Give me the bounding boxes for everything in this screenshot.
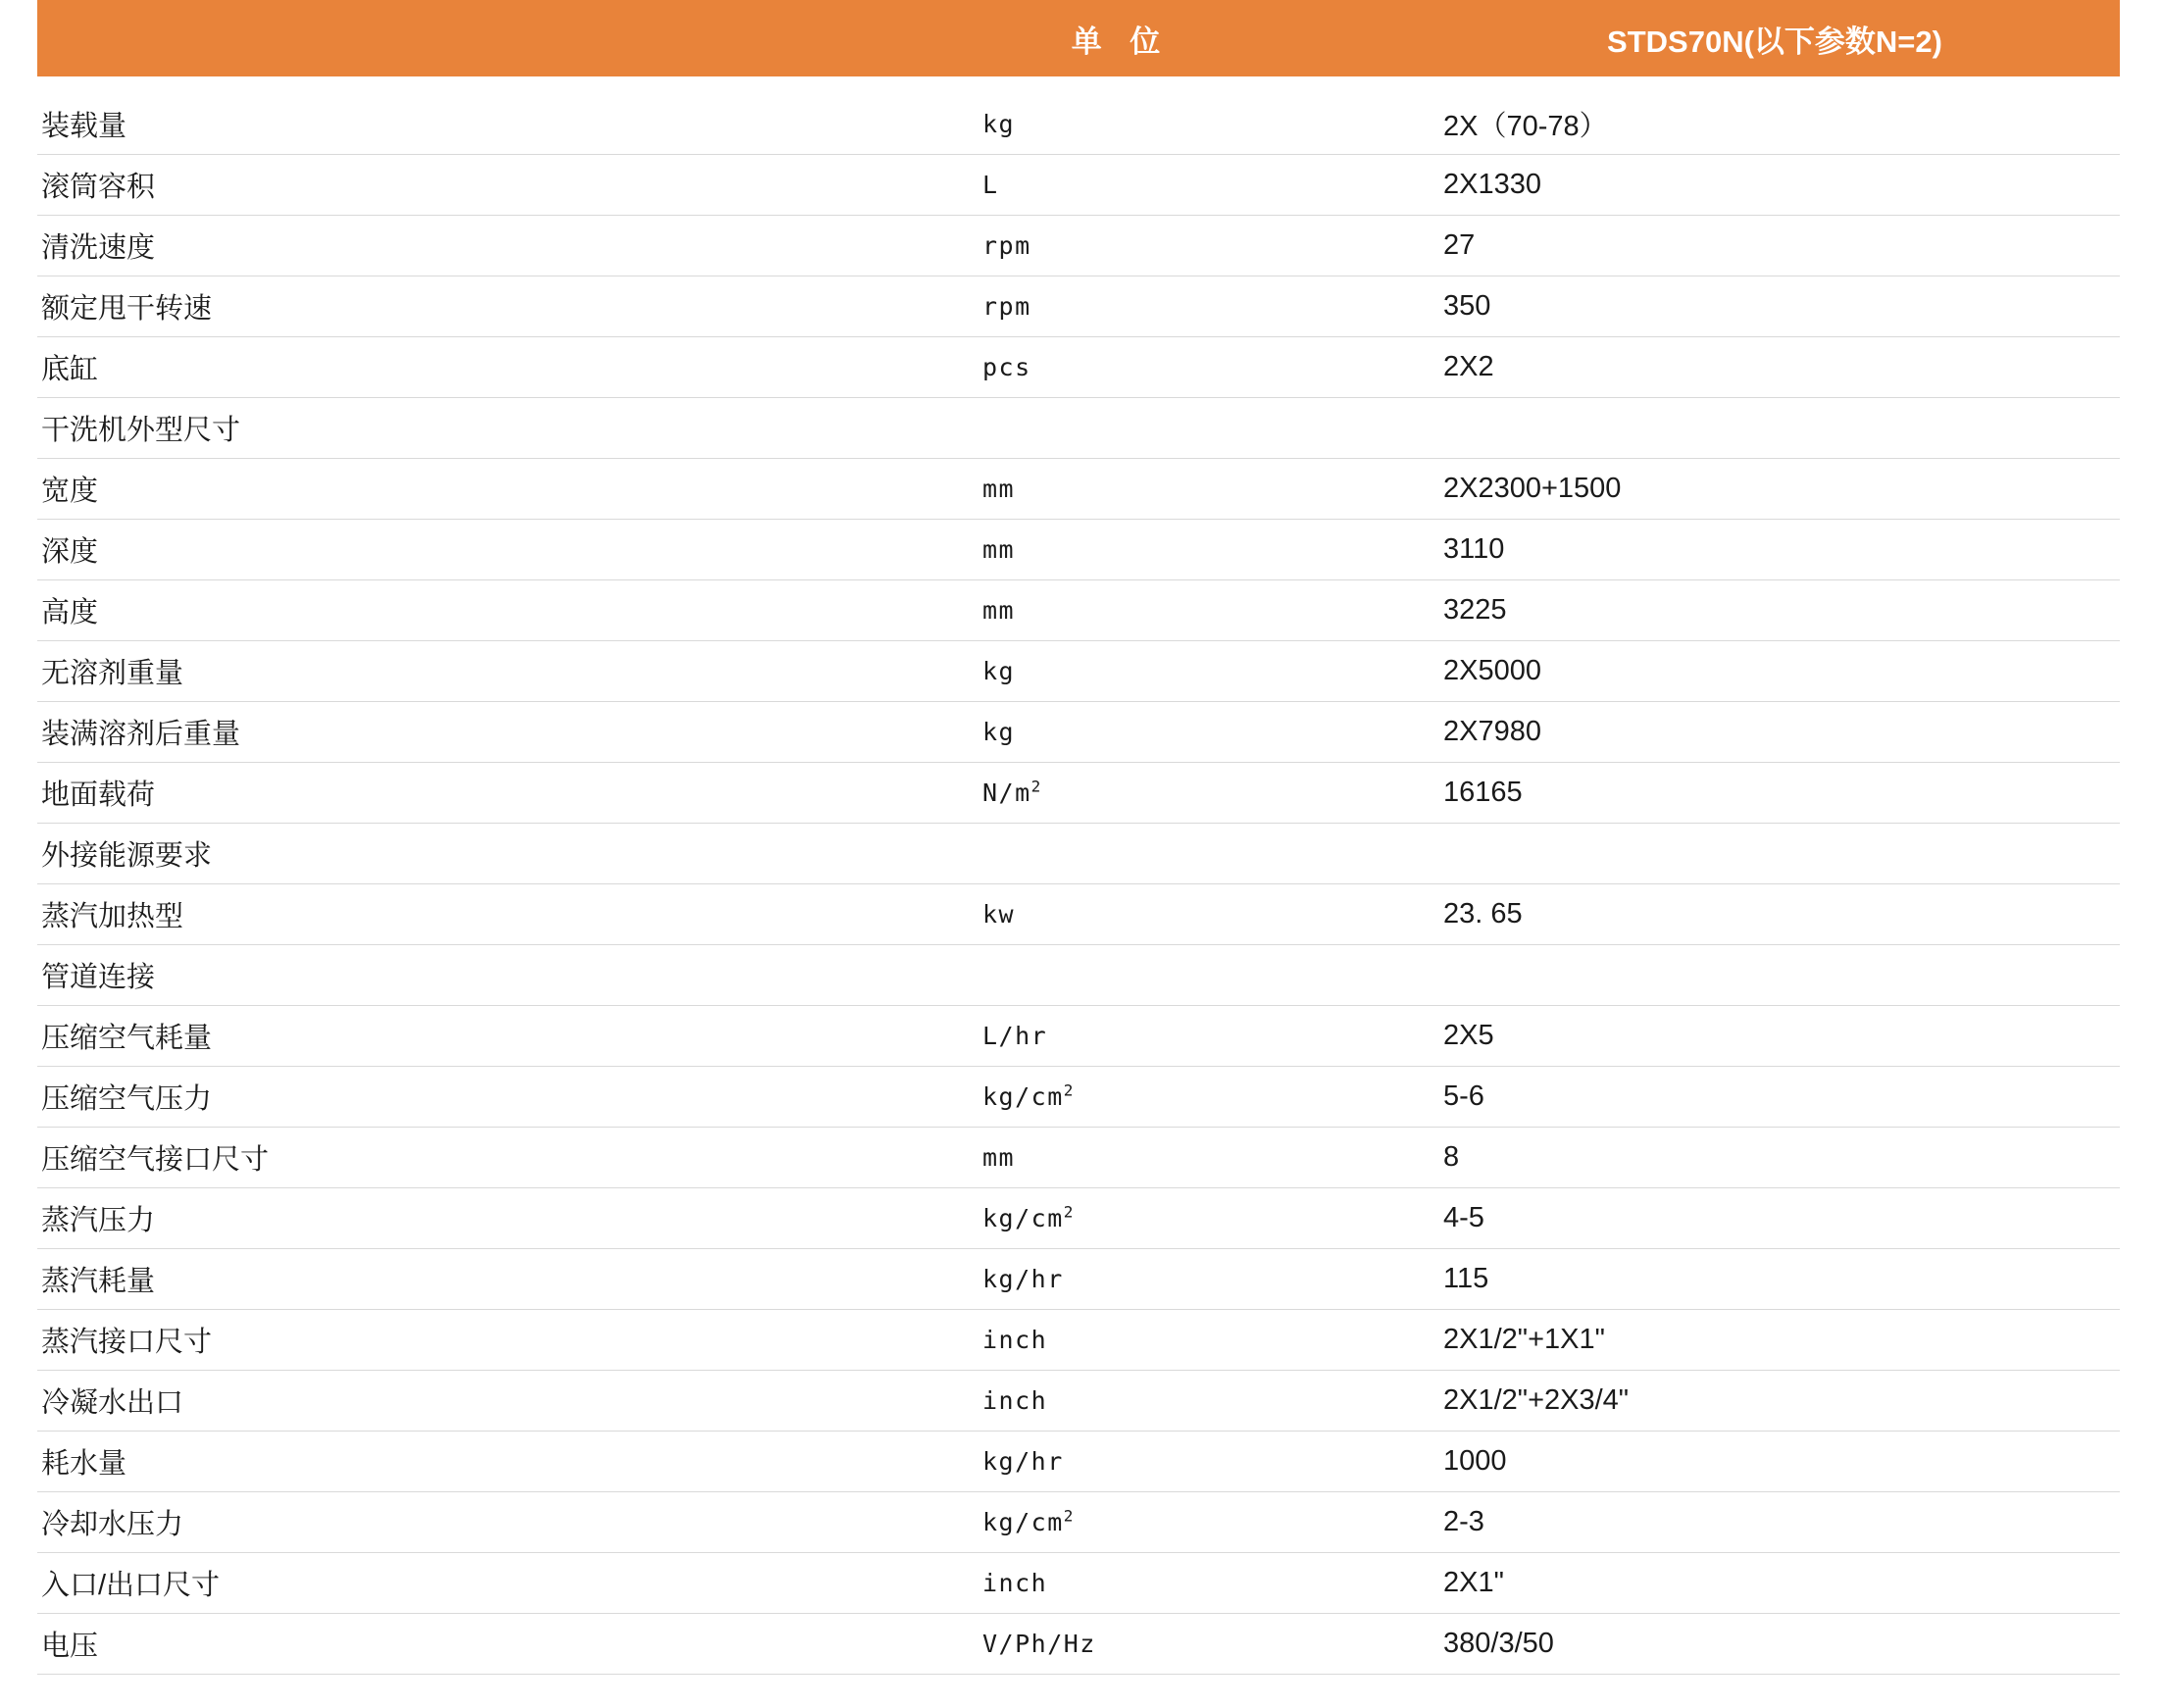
spec-name: 蒸汽接口尺寸 — [37, 1310, 812, 1371]
spec-name: 压缩空气接口尺寸 — [37, 1128, 812, 1188]
spec-unit-text: inch — [982, 1569, 1048, 1597]
spec-name: 冷凝水出口 — [37, 1371, 812, 1432]
spec-unit-text: inch — [982, 1326, 1048, 1354]
section-row — [37, 945, 2120, 1006]
spacer-cell — [37, 76, 812, 94]
table-row — [37, 884, 2120, 945]
spec-unit — [812, 1432, 1430, 1492]
column-header-name — [37, 0, 812, 76]
table-row — [37, 337, 2120, 398]
table-row — [37, 1371, 2120, 1432]
spec-value: 2X2300+1500 — [1430, 459, 2120, 520]
spec-value: 1000 — [1430, 1432, 2120, 1492]
spec-name: 深度 — [37, 520, 812, 580]
spec-value: 115 — [1430, 1249, 2120, 1310]
spec-unit — [812, 1492, 1430, 1553]
table-row — [37, 1249, 2120, 1310]
spec-value: 4-5 — [1430, 1188, 2120, 1249]
table-row — [37, 459, 2120, 520]
spec-name: 装载量 — [37, 94, 812, 155]
spec-value: 23. 65 — [1430, 884, 2120, 945]
spec-name: 管道连接 — [37, 945, 812, 1006]
spec-unit-text: mm — [982, 535, 1016, 564]
table-body — [37, 76, 2120, 1675]
spec-unit-text: $kg/cm^2$ — [982, 1202, 1075, 1232]
spec-unit — [812, 1310, 1430, 1371]
spec-unit-text: $kg/cm^2$ — [982, 1506, 1075, 1536]
spec-value: 5-6 — [1430, 1067, 2120, 1128]
spec-name: 额定甩干转速 — [37, 276, 812, 337]
spec-unit-text: L/hr — [982, 1022, 1048, 1050]
table-row — [37, 1614, 2120, 1675]
spec-unit-text: kg — [982, 657, 1016, 685]
spec-unit-text: rpm — [982, 292, 1031, 321]
spec-value: 2X（70-78） — [1430, 94, 2120, 155]
spec-name: 冷却水压力 — [37, 1492, 812, 1553]
spec-unit — [812, 1249, 1430, 1310]
spec-name: 电压 — [37, 1614, 812, 1675]
spec-unit-text: kg/hr — [982, 1447, 1064, 1476]
spec-value: 2X1330 — [1430, 155, 2120, 216]
spacer-cell — [812, 76, 1430, 94]
spec-value: 2X1" — [1430, 1553, 2120, 1614]
spec-value — [1430, 398, 2120, 459]
spec-unit-text: kg — [982, 110, 1016, 138]
spec-value: 2X2 — [1430, 337, 2120, 398]
spec-unit-text: mm — [982, 596, 1016, 625]
spec-value — [1430, 824, 2120, 884]
table-row — [37, 1067, 2120, 1128]
spec-unit-text: $N/m^2$ — [982, 777, 1042, 807]
spec-value: 2X1/2"+2X3/4" — [1430, 1371, 2120, 1432]
spec-name: 底缸 — [37, 337, 812, 398]
spec-unit — [812, 763, 1430, 824]
table-header — [37, 0, 2120, 76]
table-row — [37, 702, 2120, 763]
spec-name: 入口/出口尺寸 — [37, 1553, 812, 1614]
spec-unit-text: rpm — [982, 231, 1031, 260]
spec-unit-text: L — [982, 171, 999, 199]
spec-unit — [812, 276, 1430, 337]
spec-name: 蒸汽压力 — [37, 1188, 812, 1249]
spec-unit — [812, 155, 1430, 216]
column-header-model: STDS70N(以下参数N=2) — [1430, 0, 2120, 76]
spec-name: 清洗速度 — [37, 216, 812, 276]
spec-unit-text: inch — [982, 1386, 1048, 1415]
spec-name: 高度 — [37, 580, 812, 641]
spec-unit-text: mm — [982, 475, 1016, 503]
spec-unit — [812, 1553, 1430, 1614]
spec-unit — [812, 884, 1430, 945]
spec-name: 滚筒容积 — [37, 155, 812, 216]
spec-value: 350 — [1430, 276, 2120, 337]
spec-value: 27 — [1430, 216, 2120, 276]
table-row — [37, 94, 2120, 155]
spec-value: 2X5000 — [1430, 641, 2120, 702]
spec-unit — [812, 1188, 1430, 1249]
section-row — [37, 824, 2120, 884]
table-row — [37, 1128, 2120, 1188]
spec-unit-text: pcs — [982, 353, 1031, 381]
spec-unit-text: V/Ph/Hz — [982, 1630, 1096, 1658]
table-row — [37, 641, 2120, 702]
table-row — [37, 155, 2120, 216]
spec-unit — [812, 945, 1430, 1006]
spec-name: 耗水量 — [37, 1432, 812, 1492]
table-row — [37, 1432, 2120, 1492]
spec-name: 地面载荷 — [37, 763, 812, 824]
spec-value: 2-3 — [1430, 1492, 2120, 1553]
spec-name: 外接能源要求 — [37, 824, 812, 884]
spec-name: 干洗机外型尺寸 — [37, 398, 812, 459]
table-row — [37, 580, 2120, 641]
spacer-cell — [1430, 76, 2120, 94]
specification-table — [37, 0, 2120, 1675]
spec-name: 无溶剂重量 — [37, 641, 812, 702]
spec-unit — [812, 459, 1430, 520]
spec-unit — [812, 1006, 1430, 1067]
spec-name: 装满溶剂后重量 — [37, 702, 812, 763]
table-row — [37, 1188, 2120, 1249]
spec-value: 8 — [1430, 1128, 2120, 1188]
spec-unit — [812, 1128, 1430, 1188]
spec-name: 蒸汽耗量 — [37, 1249, 812, 1310]
spec-name: 压缩空气耗量 — [37, 1006, 812, 1067]
spec-name: 压缩空气压力 — [37, 1067, 812, 1128]
spec-value: 2X1/2"+1X1" — [1430, 1310, 2120, 1371]
spec-unit-text: kg/hr — [982, 1265, 1064, 1293]
table-row — [37, 216, 2120, 276]
spec-unit — [812, 1067, 1430, 1128]
spec-name: 宽度 — [37, 459, 812, 520]
section-row — [37, 398, 2120, 459]
spec-unit — [812, 216, 1430, 276]
column-header-unit: 单 位 — [812, 0, 1430, 76]
table-header-row — [37, 0, 2120, 76]
table-row — [37, 1310, 2120, 1371]
table-row — [37, 763, 2120, 824]
spec-unit-text: kw — [982, 900, 1016, 929]
table-row — [37, 520, 2120, 580]
spec-unit-text: $kg/cm^2$ — [982, 1080, 1075, 1111]
spec-unit — [812, 1614, 1430, 1675]
spec-unit-text: mm — [982, 1143, 1016, 1172]
spec-unit-text: kg — [982, 718, 1016, 746]
spec-unit — [812, 824, 1430, 884]
spec-value: 380/3/50 — [1430, 1614, 2120, 1675]
spec-value: 2X7980 — [1430, 702, 2120, 763]
spec-unit — [812, 580, 1430, 641]
spec-unit — [812, 702, 1430, 763]
spec-value: 16165 — [1430, 763, 2120, 824]
table-row — [37, 276, 2120, 337]
spec-unit — [812, 1371, 1430, 1432]
table-row — [37, 1553, 2120, 1614]
spec-unit — [812, 94, 1430, 155]
spec-unit — [812, 520, 1430, 580]
spec-value: 3110 — [1430, 520, 2120, 580]
spec-value: 3225 — [1430, 580, 2120, 641]
spec-name: 蒸汽加热型 — [37, 884, 812, 945]
spec-unit — [812, 641, 1430, 702]
spec-unit — [812, 337, 1430, 398]
header-gap — [37, 76, 2120, 94]
spec-value: 2X5 — [1430, 1006, 2120, 1067]
table-row — [37, 1492, 2120, 1553]
table-row — [37, 1006, 2120, 1067]
spec-value — [1430, 945, 2120, 1006]
spec-unit — [812, 398, 1430, 459]
